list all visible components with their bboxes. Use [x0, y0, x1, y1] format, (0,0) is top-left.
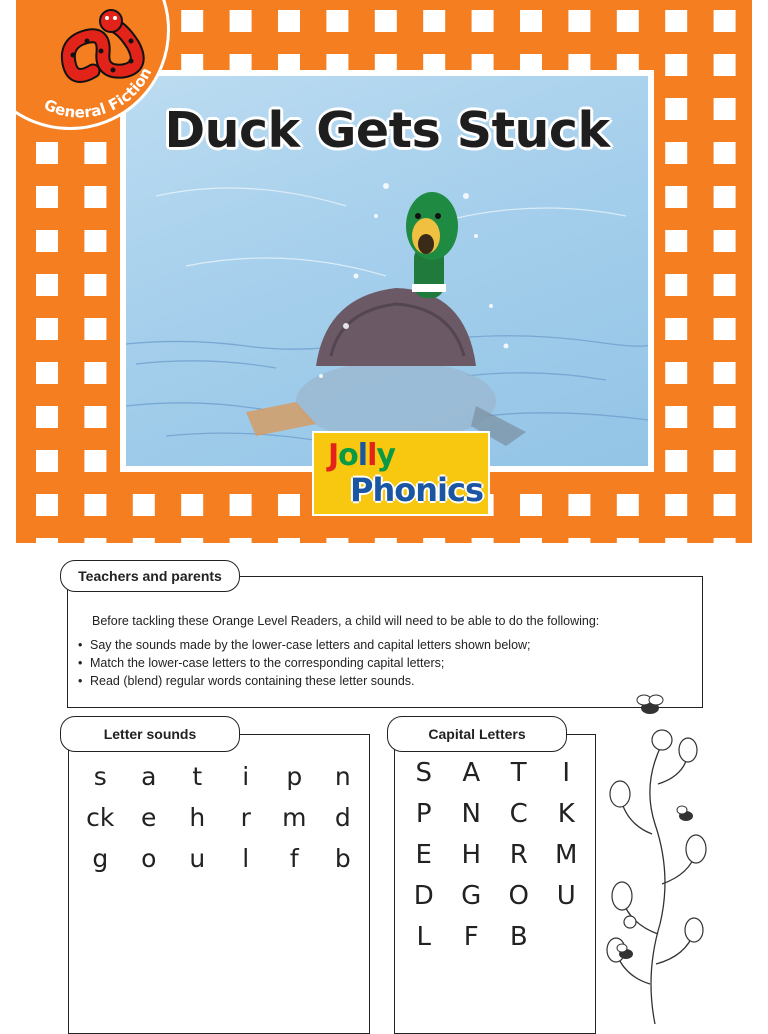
- teachers-bullet-list: [78, 636, 531, 690]
- check-square: [36, 494, 58, 516]
- logo-letter: o: [338, 438, 358, 473]
- check-square: [665, 186, 687, 208]
- check-square: [84, 142, 106, 164]
- check-square: [375, 10, 397, 32]
- letter-cell: S: [415, 758, 432, 788]
- check-square: [714, 494, 736, 516]
- letter-cell: d: [334, 803, 351, 832]
- logo-phonics: Phonics: [350, 471, 483, 509]
- letter-cell: o: [141, 844, 157, 873]
- logo-jolly: [328, 438, 395, 473]
- letter-cell: p: [286, 762, 303, 791]
- check-square: [520, 538, 542, 543]
- letter-cell: G: [461, 881, 482, 911]
- check-square: [714, 186, 736, 208]
- letter-cell: f: [289, 844, 299, 873]
- letter-cell: E: [415, 840, 432, 870]
- letter-cell: P: [415, 799, 432, 829]
- check-square: [714, 98, 736, 120]
- check-square: [714, 538, 736, 543]
- check-square: [84, 450, 106, 472]
- letter-sounds-heading: Letter sounds: [60, 716, 240, 752]
- check-square: [326, 538, 348, 543]
- check-square: [423, 10, 445, 32]
- check-square: [36, 406, 58, 428]
- jolly-phonics-logo: [312, 431, 490, 516]
- letter-cell: N: [461, 799, 481, 829]
- check-square: [181, 10, 203, 32]
- letter-cell: e: [141, 803, 157, 832]
- letter-cell: M: [555, 840, 578, 870]
- book-cover: [16, 0, 752, 543]
- flowering-vine-illustration: [600, 684, 710, 1024]
- letter-cell: A: [462, 758, 481, 788]
- check-square: [665, 362, 687, 384]
- check-square: [617, 494, 639, 516]
- check-square: [230, 494, 252, 516]
- check-square: [36, 274, 58, 296]
- capital-letters-grid: [400, 758, 590, 963]
- check-square: [84, 406, 106, 428]
- check-square: [423, 538, 445, 543]
- teachers-heading: Teachers and parents: [60, 560, 240, 592]
- check-square: [278, 538, 300, 543]
- check-square: [617, 538, 639, 543]
- book-title: Duck Gets Stuck: [164, 102, 610, 159]
- check-square: [133, 538, 155, 543]
- letter-cell: ck: [86, 803, 115, 832]
- letter-cell: r: [240, 803, 251, 832]
- check-square: [375, 538, 397, 543]
- check-square: [36, 362, 58, 384]
- check-square: [665, 538, 687, 543]
- cover-illustration-frame: [120, 70, 654, 472]
- check-square: [665, 54, 687, 76]
- check-square: [84, 538, 106, 543]
- check-square: [181, 494, 203, 516]
- letter-cell: i: [242, 762, 250, 791]
- check-square: [665, 142, 687, 164]
- letter-cell: b: [334, 844, 351, 873]
- check-square: [326, 10, 348, 32]
- logo-letter: J: [328, 438, 339, 473]
- check-square: [278, 10, 300, 32]
- list-item: • Match the lower-case letters to the corresponding capital letters;: [78, 656, 445, 670]
- capital-letters-heading: Capital Letters: [387, 716, 567, 752]
- check-square: [36, 450, 58, 472]
- check-square: [472, 538, 494, 543]
- letter-cell: s: [93, 762, 107, 791]
- letter-cell: n: [334, 762, 351, 791]
- pond-illustration: [126, 76, 648, 466]
- check-square: [665, 406, 687, 428]
- check-square: [714, 274, 736, 296]
- check-square: [36, 142, 58, 164]
- check-square: [520, 494, 542, 516]
- check-square: [568, 494, 590, 516]
- check-square: [230, 538, 252, 543]
- check-square: [278, 494, 300, 516]
- check-square: [714, 406, 736, 428]
- check-square: [84, 230, 106, 252]
- letter-cell: t: [192, 762, 203, 791]
- check-square: [568, 538, 590, 543]
- check-square: [472, 10, 494, 32]
- check-square: [665, 230, 687, 252]
- teachers-intro: Before tackling these Orange Level Readers, a child will need to be able to do the following:: [92, 614, 600, 628]
- check-square: [520, 10, 542, 32]
- check-square: [84, 274, 106, 296]
- check-square: [665, 98, 687, 120]
- check-square: [714, 142, 736, 164]
- letter-cell: H: [461, 840, 482, 870]
- check-square: [181, 538, 203, 543]
- check-square: [665, 450, 687, 472]
- letter-cell: R: [509, 840, 528, 870]
- check-square: [36, 230, 58, 252]
- check-square: [714, 362, 736, 384]
- letter-cell: K: [557, 799, 575, 829]
- list-item: • Say the sounds made by the lower-case letters and capital letters shown below;: [78, 638, 531, 652]
- bee-icon: [637, 695, 663, 714]
- letter-cell: B: [509, 922, 528, 952]
- check-square: [36, 186, 58, 208]
- check-square: [714, 10, 736, 32]
- check-square: [568, 10, 590, 32]
- letter-cell: T: [510, 758, 527, 788]
- letter-cell: m: [282, 803, 307, 832]
- letter-sounds-grid: [76, 762, 367, 885]
- logo-letter: l: [367, 438, 377, 473]
- check-square: [84, 494, 106, 516]
- check-square: [230, 10, 252, 32]
- check-square: [714, 318, 736, 340]
- check-square: [84, 362, 106, 384]
- letter-cell: U: [556, 881, 576, 911]
- letter-cell: C: [509, 799, 528, 829]
- letter-cell: O: [508, 881, 529, 911]
- letter-cell: a: [141, 762, 157, 791]
- check-square: [84, 186, 106, 208]
- check-square: [665, 494, 687, 516]
- list-item: • Read (blend) regular words containing these letter sounds.: [78, 674, 415, 688]
- check-square: [714, 450, 736, 472]
- letter-cell: I: [562, 758, 571, 788]
- logo-letter: l: [357, 438, 368, 473]
- check-square: [714, 230, 736, 252]
- check-square: [36, 318, 58, 340]
- letter-cell: h: [189, 803, 206, 832]
- check-square: [714, 54, 736, 76]
- bee-icon: [677, 806, 693, 821]
- check-square: [665, 274, 687, 296]
- letter-cell: l: [242, 844, 250, 873]
- check-square: [665, 10, 687, 32]
- genre-badge: [16, 0, 170, 130]
- letter-cell: g: [92, 844, 109, 873]
- check-square: [36, 538, 58, 543]
- check-square: [617, 10, 639, 32]
- check-square: [84, 318, 106, 340]
- letter-cell: D: [413, 881, 434, 911]
- letter-cell: u: [189, 844, 206, 873]
- check-square: [665, 318, 687, 340]
- red-snake-icon: [16, 0, 173, 133]
- check-square: [133, 494, 155, 516]
- letter-cell: L: [416, 922, 431, 952]
- genre-badge-label: General Fiction: [41, 64, 156, 122]
- letter-cell: F: [463, 922, 479, 952]
- logo-letter: y: [376, 438, 395, 473]
